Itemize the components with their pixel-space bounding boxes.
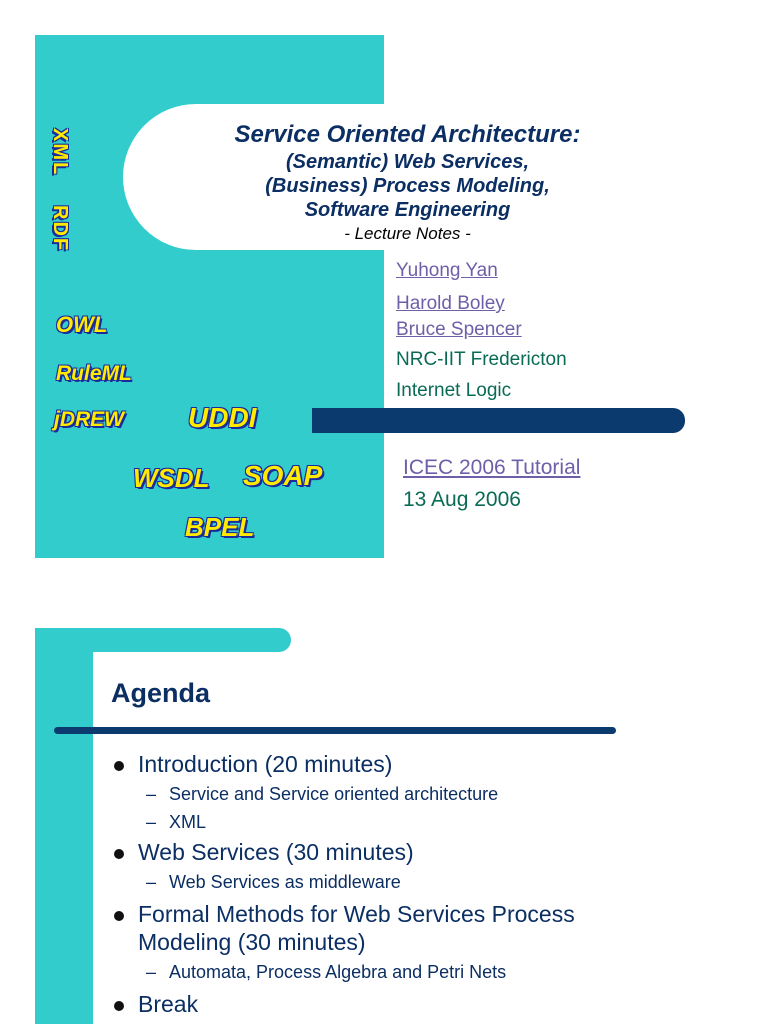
- agenda-item: [114, 990, 674, 1018]
- owl-logo: OWL: [56, 312, 108, 337]
- agenda-divider: [54, 727, 616, 734]
- jdrew-logo: jDREW: [54, 408, 124, 431]
- wsdl-logo: WSDL: [133, 463, 210, 493]
- dash-icon: –: [146, 872, 157, 892]
- slide2-sidebar: [35, 628, 93, 1024]
- event-block: [403, 453, 580, 517]
- affiliation-label: NRC-IIT Fredericton: [396, 349, 567, 370]
- agenda-subitem: [114, 868, 674, 896]
- slide1-title: Service Oriented Architecture:: [234, 121, 581, 148]
- xml-logo: XML: [49, 128, 71, 177]
- agenda-subitem-label: Automata, Process Algebra and Petri Nets: [169, 962, 507, 982]
- divider-bar: [312, 408, 685, 433]
- author-list: [396, 257, 567, 406]
- agenda-item-label: Web Services (30 minutes): [138, 839, 414, 865]
- agenda-item-label: Introduction (20 minutes): [138, 751, 393, 777]
- bullet-icon: [114, 761, 124, 771]
- agenda-subitem: [114, 780, 674, 808]
- agenda-subitem: [114, 808, 674, 836]
- author-link-bruce-spencer[interactable]: Bruce Spencer: [396, 319, 522, 340]
- agenda-subitem-label: XML: [169, 812, 207, 832]
- slide1-title-block: [180, 120, 635, 246]
- dash-icon: –: [146, 784, 157, 804]
- agenda-subitem-label: Service and Service oriented architecture: [169, 784, 499, 804]
- agenda-subitem-label: Web Services as middleware: [169, 872, 401, 892]
- agenda-list: [114, 750, 674, 1020]
- lecture-notes-label: - Lecture Notes -: [344, 224, 471, 243]
- agenda-item-label: Formal Methods for Web Services Process Modeling (30 minutes): [138, 901, 575, 955]
- agenda-item: [114, 900, 674, 956]
- bullet-icon: [114, 911, 124, 921]
- agenda-item: [114, 838, 674, 866]
- ruleml-logo: RuleML: [56, 362, 132, 385]
- slide2-top-tab: [35, 628, 291, 652]
- rdf-logo: RDF: [49, 205, 71, 253]
- dash-icon: –: [146, 962, 157, 982]
- author-link-yuhong-yan[interactable]: Yuhong Yan: [396, 260, 498, 281]
- soap-logo: SOAP: [243, 460, 323, 491]
- slide1-subtitle-3: Software Engineering: [304, 199, 511, 221]
- bullet-icon: [114, 1001, 124, 1011]
- author-link-harold-boley[interactable]: Harold Boley: [396, 293, 505, 314]
- event-date: 13 Aug 2006: [403, 488, 521, 511]
- slide1-subtitle-2: (Business) Process Modeling,: [265, 175, 550, 197]
- uddi-logo: UDDI: [188, 402, 257, 433]
- slide1-subtitle-1: (Semantic) Web Services,: [285, 151, 530, 173]
- agenda-title: Agenda: [111, 678, 211, 708]
- group-label: Internet Logic: [396, 380, 512, 401]
- agenda-item: [114, 750, 674, 778]
- agenda-subitem: [114, 958, 674, 986]
- agenda-item-label: Break: [138, 991, 199, 1017]
- event-link[interactable]: ICEC 2006 Tutorial: [403, 456, 581, 479]
- dash-icon: –: [146, 812, 157, 832]
- bullet-icon: [114, 849, 124, 859]
- bpel-logo: BPEL: [185, 512, 255, 542]
